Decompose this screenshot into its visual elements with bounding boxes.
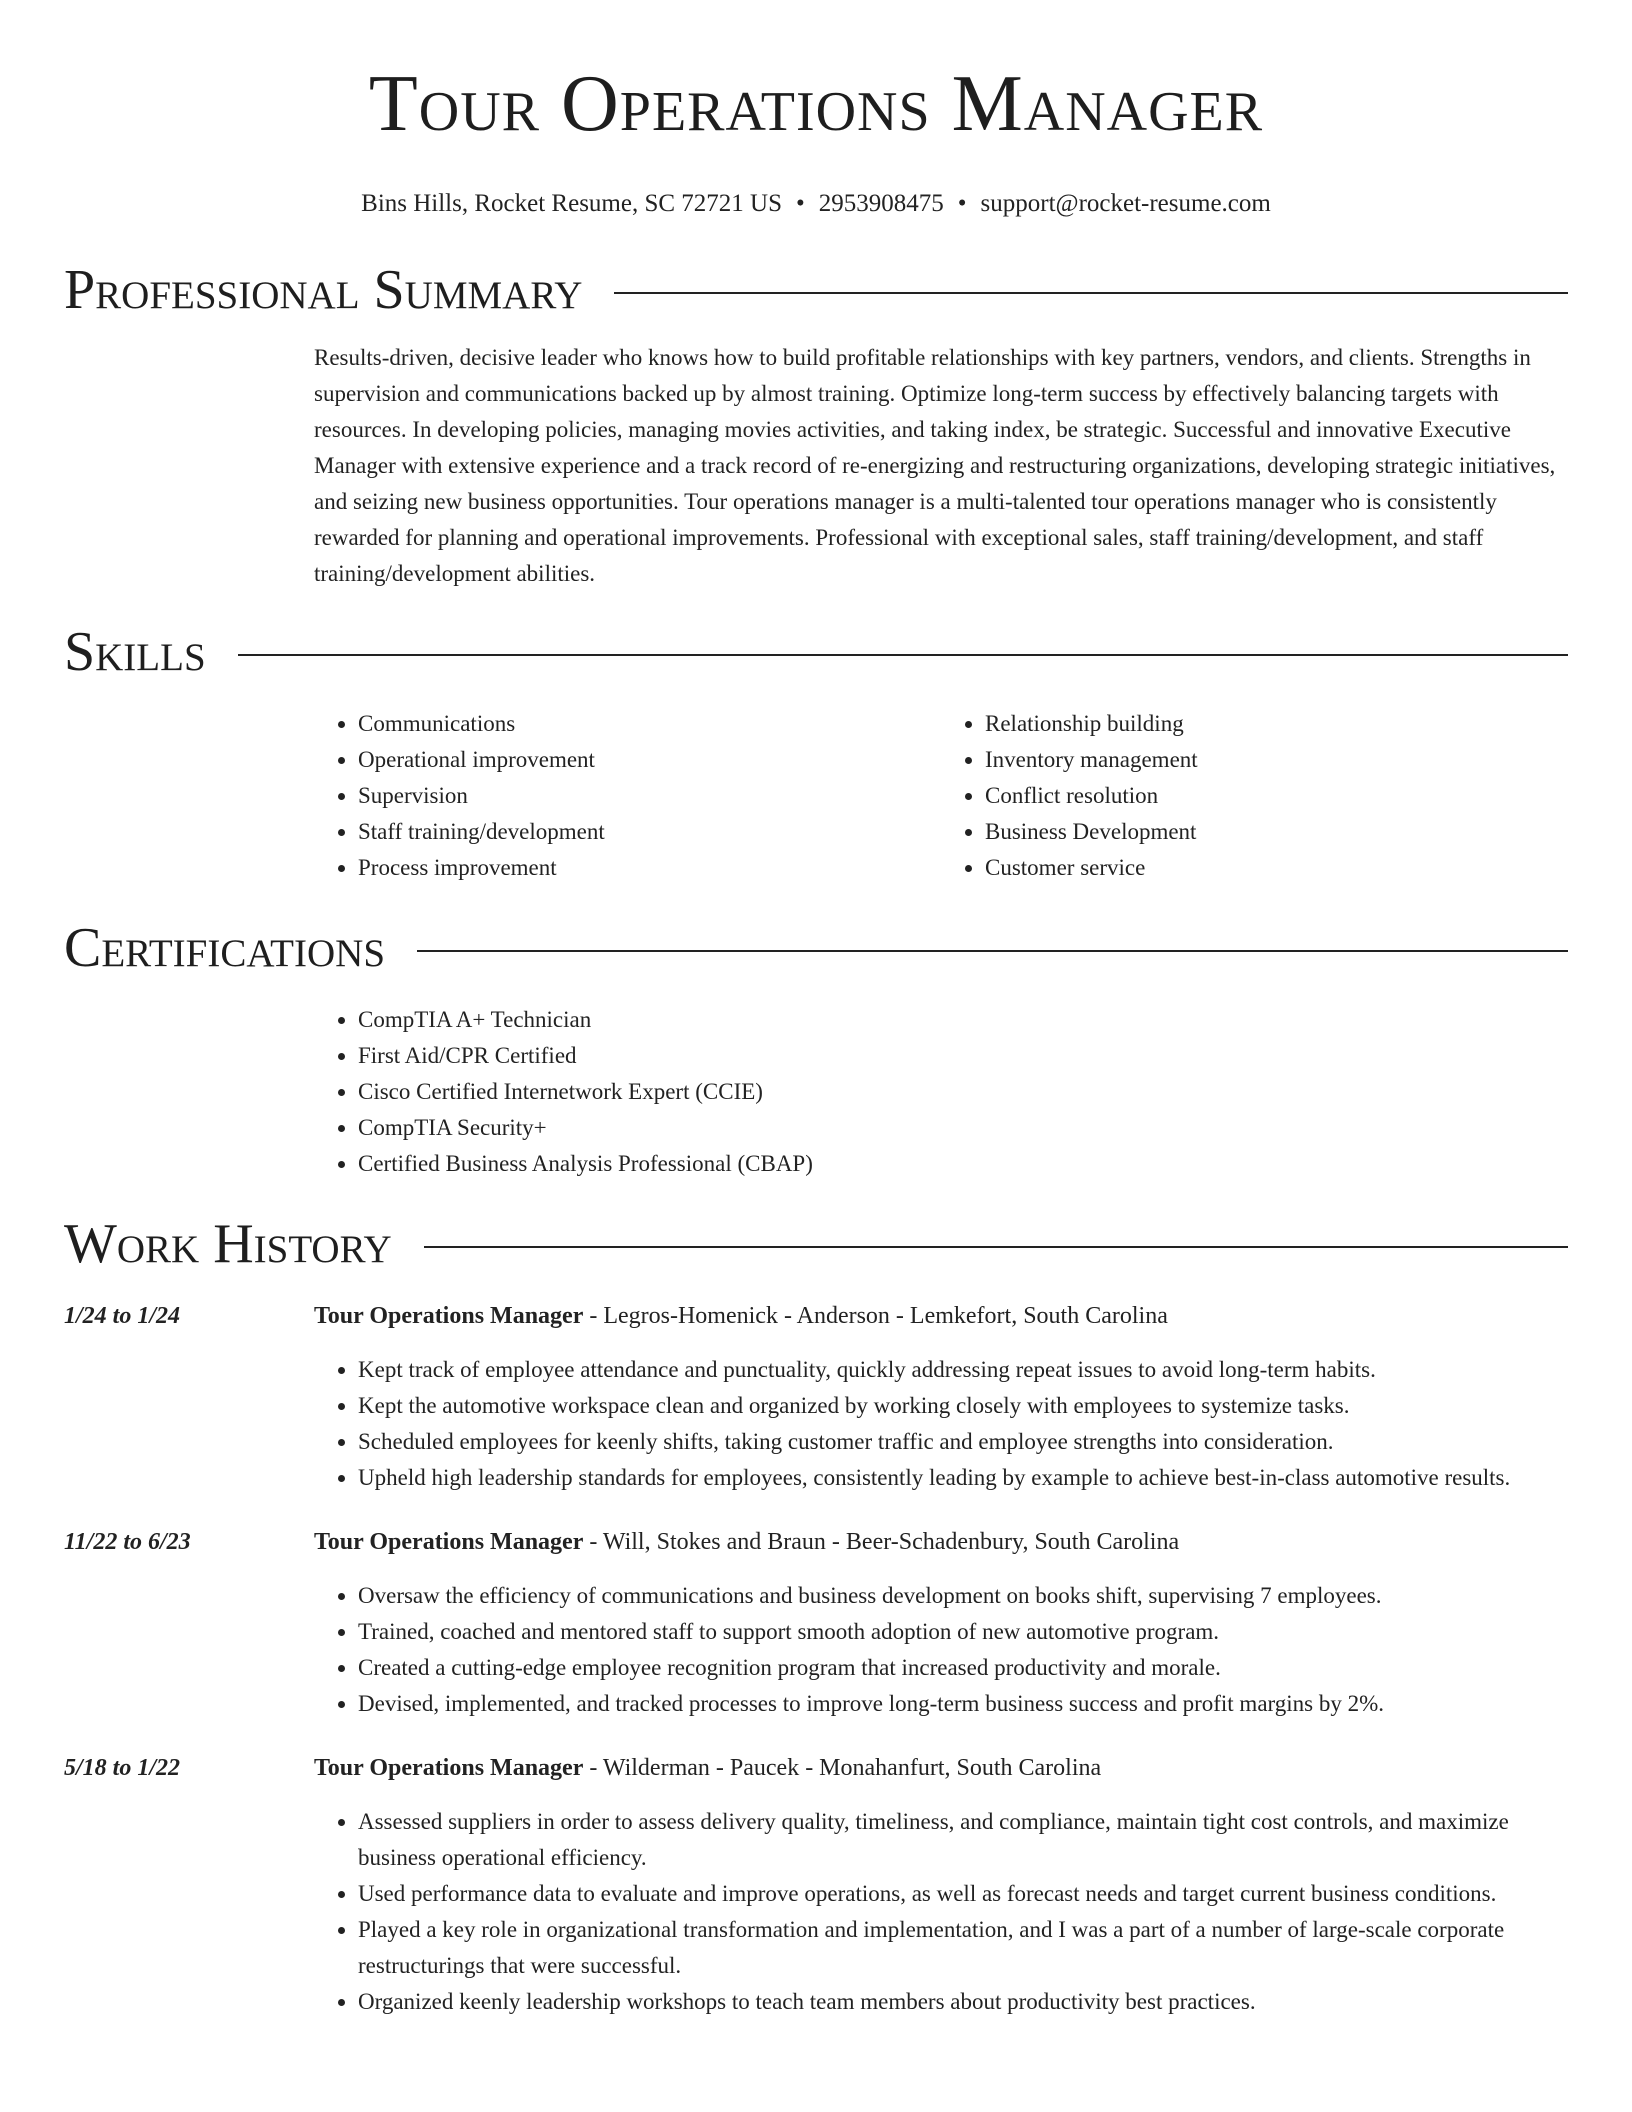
skills-section-heading	[64, 620, 1568, 684]
job-bullet: • Upheld high leadership standards for employees, consistently leading by example to achieve best-in-class automotive results.	[358, 1460, 1568, 1496]
job-entry	[64, 1750, 1568, 2020]
certification-item: • Certified Business Analysis Professional (CBAP)	[358, 1146, 1568, 1182]
job-bullet: • Organized keenly leadership workshops to teach team members about productivity best practices.	[358, 1984, 1568, 2020]
skills-column-right	[941, 706, 1568, 886]
contact-line	[64, 188, 1568, 220]
section-divider	[424, 1246, 1568, 1248]
skill-item: • Supervision	[358, 778, 941, 814]
job-date: 1/24 to 1/24	[64, 1303, 181, 1329]
job-title: Tour Operations Manager	[314, 1529, 584, 1555]
job-entry	[64, 1524, 1568, 1722]
certifications-section-heading	[64, 916, 1568, 980]
contact-separator: •	[957, 190, 967, 217]
certification-item: • CompTIA A+ Technician	[358, 1002, 1568, 1038]
skill-item: • Conflict resolution	[985, 778, 1568, 814]
job-body	[314, 1524, 1568, 1722]
job-employer: - Legros-Homenick - Anderson - Lemkefort, South Carolina	[583, 1303, 1168, 1329]
job-bullets	[314, 1352, 1568, 1496]
certification-item: • CompTIA Security+	[358, 1110, 1568, 1146]
work-heading: Work History	[64, 1213, 392, 1275]
job-bullet: • Oversaw the efficiency of communications and business development on books shift, supervising 7 employees.	[358, 1578, 1568, 1614]
section-divider	[417, 950, 1568, 952]
certifications-items	[314, 1002, 1568, 1182]
job-bullet: • Played a key role in organizational transformation and implementation, and I was a part of a number of large-scale corporate restructurings that were successful.	[358, 1912, 1568, 1984]
job-bullet: • Assessed suppliers in order to assess delivery quality, timeliness, and compliance, maintain tight cost controls, and maximize business operational efficiency.	[358, 1804, 1568, 1876]
job-bullet: • Kept the automotive workspace clean and organized by working closely with employees to systemize tasks.	[358, 1388, 1568, 1424]
job-title: Tour Operations Manager	[314, 1755, 584, 1781]
skill-item: • Inventory management	[985, 742, 1568, 778]
job-bullet: • Devised, implemented, and tracked processes to improve long-term business success and profit margins by 2%.	[358, 1686, 1568, 1722]
skill-item: • Customer service	[985, 850, 1568, 886]
job-title-line	[314, 1298, 1568, 1334]
certification-item: • Cisco Certified Internetwork Expert (CCIE)	[358, 1074, 1568, 1110]
summary-text: Results-driven, decisive leader who knows how to build profitable relationships with key partners, vendors, and clients. Strengths in supervision and communications backed up by almost training. Optimize long-term success by effectively balancing targets with resources. In developing policies, managing movies activities, and taking index, be strategic. Successful and innovative Executive Manager with extensive experience and a track record of re-energizing and restructuring organizations, developing strategic initiatives, and seizing new business opportunities. Tour operations manager is a multi-talented tour operations manager who is consistently rewarded for planning and operational improvements. Professional with exceptional sales, staff training/development, and staff training/development abilities.	[314, 345, 1556, 586]
skill-item: • Communications	[358, 706, 941, 742]
job-body	[314, 1298, 1568, 1496]
job-title: Tour Operations Manager	[314, 1303, 584, 1329]
job-bullet: • Trained, coached and mentored staff to support smooth adoption of new automotive program.	[358, 1614, 1568, 1650]
skills-list	[314, 706, 1568, 886]
job-title-line	[314, 1750, 1568, 1786]
job-bullet: • Kept track of employee attendance and punctuality, quickly addressing repeat issues to avoid long-term habits.	[358, 1352, 1568, 1388]
job-title-line	[314, 1524, 1568, 1560]
summary-section-heading	[64, 258, 1568, 322]
contact-phone: 2953908475	[818, 190, 944, 217]
skills-heading: Skills	[64, 621, 206, 683]
certifications-list	[314, 1002, 1568, 1182]
job-employer: - Wilderman - Paucek - Monahanfurt, South Carolina	[583, 1755, 1102, 1781]
contact-separator: •	[796, 190, 805, 217]
certification-item: • First Aid/CPR Certified	[358, 1038, 1568, 1074]
job-bullets	[314, 1804, 1568, 2020]
job-body	[314, 1750, 1568, 2020]
job-employer: - Will, Stokes and Braun - Beer-Schadenbury, South Carolina	[583, 1529, 1180, 1555]
section-divider	[614, 292, 1568, 294]
skill-item: • Business Development	[985, 814, 1568, 850]
job-date: 5/18 to 1/22	[64, 1755, 181, 1781]
job-bullets	[314, 1578, 1568, 1722]
contact-address: Bins Hills, Rocket Resume, SC 72721 US	[361, 190, 783, 217]
section-divider	[238, 654, 1568, 656]
summary-heading: Professional Summary	[64, 259, 583, 321]
job-bullet: • Created a cutting-edge employee recognition program that increased productivity and morale.	[358, 1650, 1568, 1686]
certifications-heading: Certifications	[64, 917, 386, 979]
job-bullet: • Scheduled employees for keenly shifts, taking customer traffic and employee strengths into consideration.	[358, 1424, 1568, 1460]
job-bullet: • Used performance data to evaluate and improve operations, as well as forecast needs and target current business conditions.	[358, 1876, 1568, 1912]
skill-item: • Operational improvement	[358, 742, 941, 778]
skill-item: • Relationship building	[985, 706, 1568, 742]
skill-item: • Process improvement	[358, 850, 941, 886]
contact-email: support@rocket-resume.com	[980, 190, 1271, 217]
work-section-heading	[64, 1212, 1568, 1276]
job-date: 11/22 to 6/23	[64, 1529, 191, 1555]
skill-item: • Staff training/development	[358, 814, 941, 850]
skills-column-left	[314, 706, 941, 886]
resume-name: Tour Operations Manager	[368, 60, 1264, 148]
job-entry	[64, 1298, 1568, 1496]
